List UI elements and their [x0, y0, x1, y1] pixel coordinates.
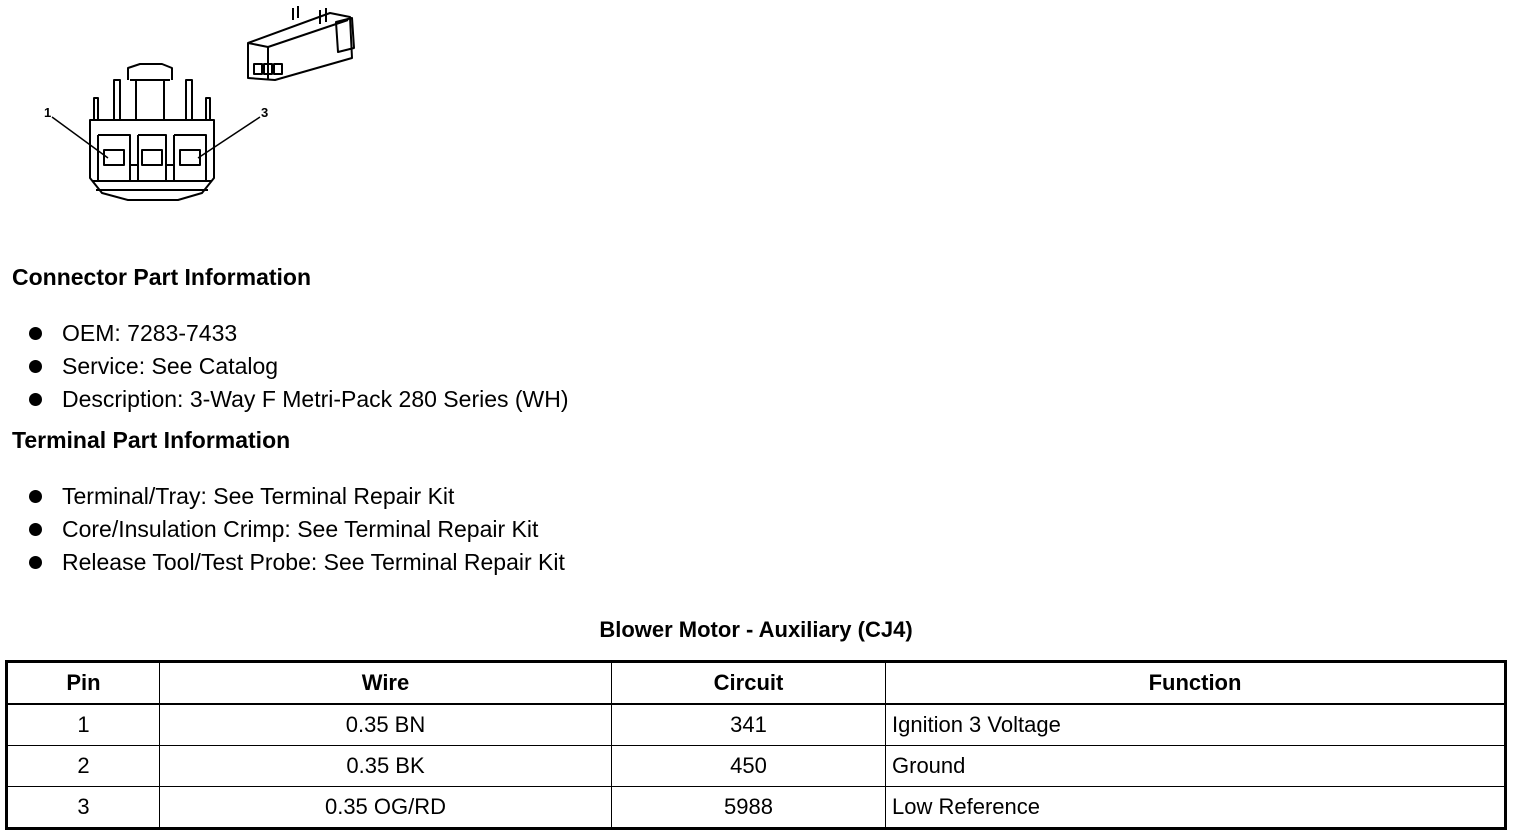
- table-title: Blower Motor - Auxiliary (CJ4): [599, 617, 913, 642]
- wire-cell: 0.35 OG/RD: [160, 787, 612, 829]
- table-row: [7, 704, 1506, 746]
- connector-isometric-view: [248, 6, 354, 80]
- column-header-pin: Pin: [7, 662, 160, 705]
- pin-1-label: 1: [44, 105, 52, 120]
- pin-cell: 3: [7, 787, 160, 829]
- connector-part-info-list: [12, 317, 569, 416]
- function-cell: Low Reference: [886, 787, 1506, 829]
- list-item: OEM: 7283-7433: [12, 317, 569, 350]
- bullet-icon: [29, 393, 42, 406]
- circuit-cell: 5988: [612, 787, 886, 829]
- pin-1-leader-line: [52, 117, 108, 158]
- column-header-circuit: Circuit: [612, 662, 886, 705]
- function-cell: Ground: [886, 746, 1506, 787]
- column-header-function: Function: [886, 662, 1506, 705]
- pin-cell: 2: [7, 746, 160, 787]
- bullet-icon: [29, 523, 42, 536]
- list-item: Terminal/Tray: See Terminal Repair Kit: [12, 480, 565, 513]
- bullet-icon: [29, 556, 42, 569]
- wire-cell: 0.35 BN: [160, 704, 612, 746]
- circuit-cell: 341: [612, 704, 886, 746]
- list-item: Description: 3-Way F Metri-Pack 280 Series (WH): [12, 383, 569, 416]
- table-row: [7, 787, 1506, 829]
- pin-3-leader-line: [198, 117, 260, 158]
- wire-cell: 0.35 BK: [160, 746, 612, 787]
- function-cell: Ignition 3 Voltage: [886, 704, 1506, 746]
- list-item: Release Tool/Test Probe: See Terminal Repair Kit: [12, 546, 565, 579]
- bullet-icon: [29, 490, 42, 503]
- connector-diagram: [30, 0, 380, 220]
- table-row: [7, 746, 1506, 787]
- connector-part-info-heading: Connector Part Information: [12, 264, 312, 290]
- bullet-icon: [29, 360, 42, 373]
- pin-3-label: 3: [261, 105, 269, 120]
- column-header-wire: Wire: [160, 662, 612, 705]
- terminal-part-info-list: [12, 480, 565, 579]
- circuit-cell: 450: [612, 746, 886, 787]
- pin-cell: 1: [7, 704, 160, 746]
- bullet-icon: [29, 327, 42, 340]
- table-header-row: [7, 662, 1506, 705]
- terminal-part-info-heading: Terminal Part Information: [12, 427, 291, 453]
- list-item: Core/Insulation Crimp: See Terminal Repair Kit: [12, 513, 565, 546]
- connector-front-view: [90, 64, 214, 200]
- list-item: Service: See Catalog: [12, 350, 569, 383]
- pinout-table: [5, 660, 1507, 830]
